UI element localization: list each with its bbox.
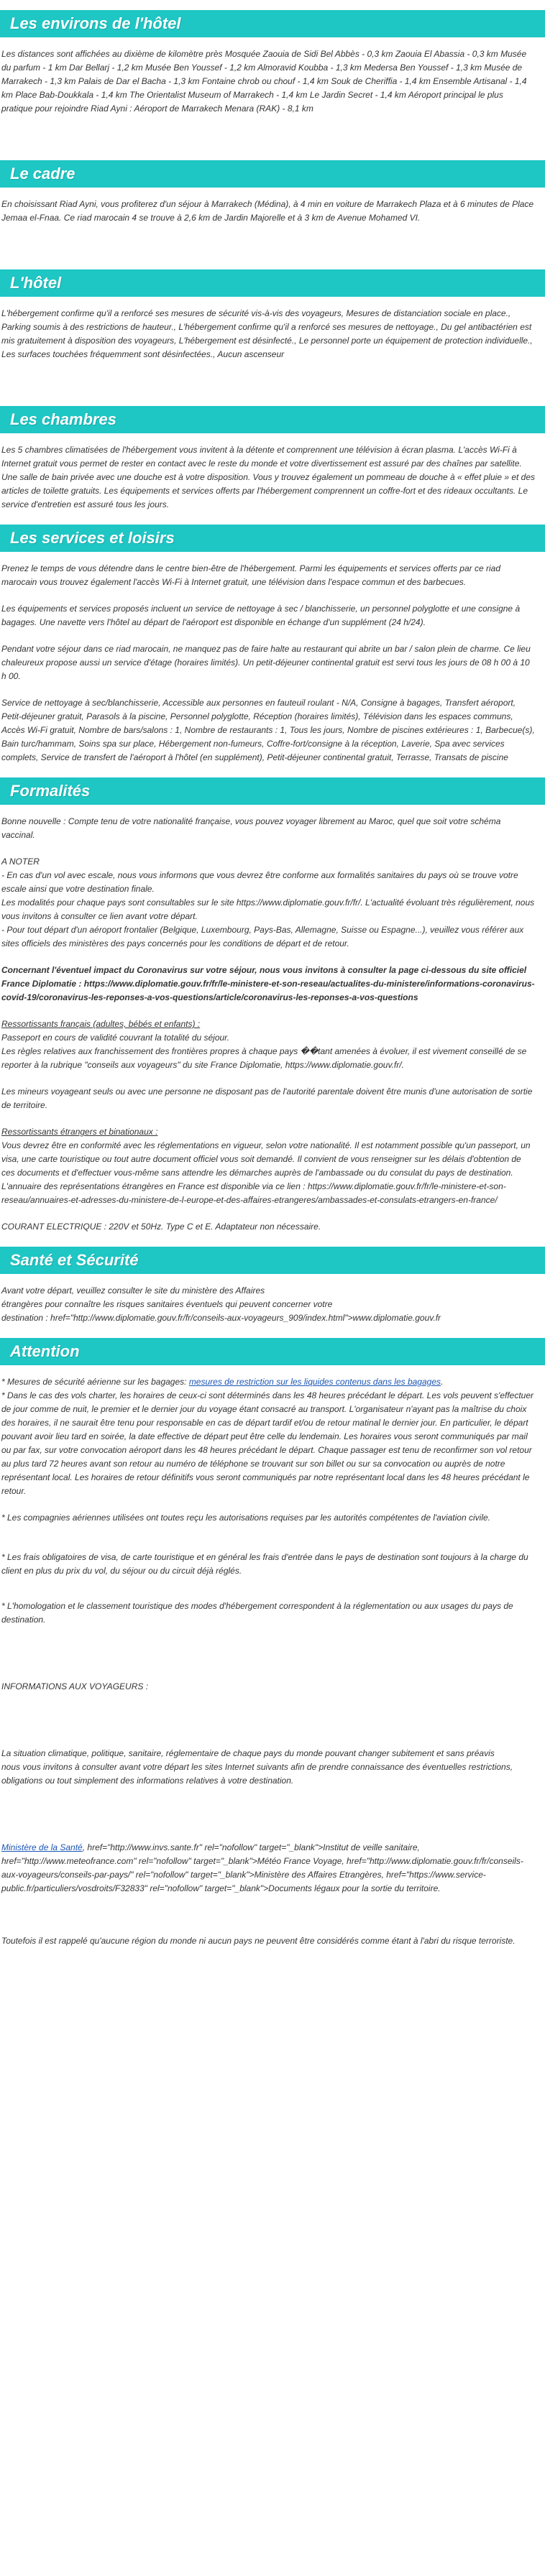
section-header-loisirs bbox=[0, 525, 545, 552]
ministere-sante-link[interactable]: Ministère de la Santé bbox=[1, 1842, 83, 1852]
section-header-attention bbox=[0, 1338, 545, 1365]
section-body bbox=[0, 562, 545, 765]
environs-text: Les distances sont affichées au dixième de kilomètre près Mosquée Zaouia de Sidi Bel Abbès - 0,3 km Zaouia El Abassia - 0,3 km Musée du parfum - 1 km Dar Bellarj - 1,2 km Musée Ben Youssef - 1,2 km Almoravid Koubba - 1,3 km Medersa Ben Youssef - 1,3 km Musée de Marrakech - 1,3 km Palais de Dar el Bacha - 1,3 km Fontaine chrob ou chouf - 1,4 km Souk de Cheriffia - 1,4 km Ensemble Artisanal - 1,4 km Place Bab-Doukkala - 1,4 km The Orientalist Museum of Marrakech - 1,4 km Le Jardin Secret - 1,4 km Aéroport principal le plus pratique pour rejoindre Riad Ayni : Aéroport de Marrakech Menara (RAK) - 8,1 km bbox=[1, 49, 527, 114]
sante-text: étrangères pour connaître les risques sanitaires éventuels qui peuvent concerner votre bbox=[1, 1299, 333, 1309]
section-title: Les services et loisirs bbox=[10, 529, 175, 547]
section-header-sante bbox=[0, 1247, 545, 1274]
attention-text: * Mesures de sécurité aérienne sur les bagages: bbox=[1, 1377, 189, 1387]
info-voyageurs-heading: INFORMATIONS AUX VOYAGEURS : bbox=[1, 1681, 149, 1691]
info-text: La situation climatique, politique, sanitaire, réglementaire de chaque pays du monde pouvant changer subitement et sans préavis bbox=[1, 1748, 495, 1758]
liquids-restriction-link[interactable]: mesures de restriction sur les liquides contenus dans les bagages bbox=[188, 1377, 441, 1387]
section-cadre bbox=[0, 160, 545, 225]
sante-text: Avant votre départ, veuillez consulter le site du ministère des Affaires bbox=[1, 1285, 265, 1296]
etrangers-text: L'annuaire des représentations étrangères en France est disponible via ce lien : https://www.diplomatie.gouv.fr/fr/le-ministere-et-son-reseau/annuaires-et-adresses-du-ministere-de-l-europe-et-des-affaires-etrangeres/ambassades-et-consulats-etrangers-en-france/ bbox=[1, 1181, 506, 1205]
section-body bbox=[0, 815, 545, 1234]
section-formalites bbox=[0, 777, 545, 1234]
sante-text: destination : href="http://www.diplomatie.gouv.fr/fr/conseils-aux-voyageurs_909/index.html">www.diplomatie.gouv.fr bbox=[1, 1313, 441, 1323]
section-chambres bbox=[0, 406, 545, 512]
cadre-text: En choisissant Riad Ayni, vous profiterez d'un séjour à Marrakech (Médina), à 4 min en voiture de Marrakech Plaza et à 6 minutes de Place Jemaa el-Fnaa. Ce riad marocain 4 se trouve à 2,6 km de Jardin Majorelle et à 3 km de Avenue Mohamed VI. bbox=[1, 199, 534, 223]
section-body bbox=[0, 47, 545, 116]
loisirs-amenities-list: Service de nettoyage à sec/blanchisserie, Accessible aux personnes en fauteuil roulant - N/A, Consigne à bagages, Transfert aéroport, Petit-déjeuner gratuit, Parasols à la piscine, Personnel polyglotte, Réception (horaires limités), Télévision dans les espaces communs, Accès Wi-Fi gratuit, Nombre de bars/salons : 1, Nombre de restaurants : 1, Tous les jours, Nombre de piscines extérieures : 1, Barbecue(s), Bain turc/hammam, Soins spa sur place, Hébergement non-fumeurs, Coffre-fort/consigne à la réception, Laverie, Spa avec services complets, Service de transfert de l'aéroport à l'hôtel (en supplément), Petit-déjeuner continental gratuit, Terrasse, Transats de piscine bbox=[1, 698, 535, 762]
info-links-text: , href="http://www.invs.sante.fr" rel="nofollow" target="_blank">Institut de veille sanitaire, href="http://www.meteofrance.com" rel="nofollow" target="_blank">Météo France Voyage, href="http://www.diplomatie.gouv.fr/fr/conseils-aux-voyageurs/conseils-par-pays/" rel="nofollow" target="_blank">Ministère des Affaires Etrangères, href="https://www.service-public.fr/particuliers/vosdroits/F32833" rel="nofollow" target="_blank">Documents légaux pour la sortie du territoire. bbox=[1, 1842, 523, 1893]
francais-text: Passeport en cours de validité couvrant la totalité du séjour. bbox=[1, 1033, 230, 1043]
section-loisirs bbox=[0, 525, 545, 765]
section-header-cadre bbox=[0, 160, 545, 188]
attention-item: * L'homologation et le classement touristique des modes d'hébergement correspondent à la réglementation ou aux usages du pays de destination. bbox=[1, 1601, 513, 1625]
section-body bbox=[0, 443, 545, 512]
francais-heading: Ressortissants français (adultes, bébés et enfants) : bbox=[1, 1019, 201, 1029]
terrorism-notice: Toutefois il est rappelé qu'aucune région du monde ni aucun pays ne peuvent être considérés comme étant à l'abri du risque terroriste. bbox=[1, 1936, 516, 1946]
info-links bbox=[1, 1841, 536, 1896]
formalites-note: Les modalités pour chaque pays sont consultables sur le site https://www.diplomatie.gouv.fr/fr/. L'actualité évoluant très régulièrement, nous vous invitons à consulter ce lien avant votre départ. bbox=[1, 897, 535, 921]
section-body bbox=[0, 1375, 545, 1948]
attention-text: . bbox=[441, 1377, 444, 1387]
a-noter-label: A NOTER bbox=[1, 857, 40, 867]
section-sante bbox=[0, 1247, 545, 1325]
etrangers-heading: Ressortissants étrangers et binationaux : bbox=[1, 1127, 158, 1137]
etrangers-text: Vous devrez être en conformité avec les réglementations en vigueur, selon votre nationalité. Il est notamment possible qu'un passeport, un visa, une carte touristique ou tout autre document officiel vous soit demandé. Il convient de vous renseigner sur les délais d'obtention de ces documents et d'effectuer vous-même sans attendre les démarches auprès de l'ambassade ou du consulat du pays de destination. bbox=[1, 1140, 531, 1178]
attention-item: * Dans le cas des vols charter, les horaires de ceux-ci sont déterminés dans les 48 heures précédant le départ. Les vols peuvent s'effectuer de jour comme de nuit, le premier et le dernier jour du voyage étant consacré au transport. L'organisateur n'ayant pas la maîtrise du choix des horaires, il ne saurait être tenu pour responsable en cas de départ tardif et/ou de retour matinal le dernier jour. En particulier, le départ pouvant avoir lieu tard en soirée, la date effective de départ peut être celle du lendemain. Les horaires vous seront communiqués par mail ou par fax, sur votre convocation aéroport dans les 48 heures précédant le départ. Chaque passager est tenu de reconfirmer son vol retour au plus tard 72 heures avant son retour au numéro de téléphone se trouvant sur son billet ou sur sa convocation ou auprès de notre représentant local. Les horaires de retour définitifs vous seront communiqués par notre représentant local dans les 48 heures précédant le retour. bbox=[1, 1390, 534, 1496]
chambres-text: Les 5 chambres climatisées de l'hébergement vous invitent à la détente et comprennent une télévision à écran plasma. L'accès Wi-Fi à Internet gratuit vous permet de rester en contact avec le reste du monde et votre divertissement est assuré par des chaînes par satellite. Une salle de bain privée avec une douche est à votre disposition. Vous y trouvez également un pommeau de douche à « effet pluie » et des articles de toilette gratuits. Les équipements et services offerts par l'hébergement comprennent un coffre-fort et des rideaux occultants. Le service d'entretien est assuré tous les jours. bbox=[1, 445, 536, 509]
loisirs-paragraph: Prenez le temps de vous détendre dans le centre bien-être de l'hébergement. Parmi les équipements et services offerts par ce riad marocain vous trouvez également l'accès Wi-Fi à Internet gratuit, une télévision dans l'espace commun et des barbecues. bbox=[1, 563, 500, 587]
coronavirus-notice: Concernant l'éventuel impact du Coronavirus sur votre séjour, nous vous invitons à consulter la page ci-dessous du site officiel France Diplomatie : https://www.diplomatie.gouv.fr/fr/le-ministere-et-son-reseau/actualites-du-ministere/informations-coronavirus-covid-19/coronavirus-les-reponses-a-vos-questions/article/coronavirus-les-reponses-a-vos-questions bbox=[1, 965, 535, 1002]
section-header-environs bbox=[0, 10, 545, 37]
section-hotel bbox=[0, 269, 545, 361]
francais-text: Les règles relatives aux franchissement des frontières propres à chaque pays ��tant amenées à évoluer, il est vivement conseillé de se reporter à la rubrique "conseils aux voyageurs" du site France Diplomatie, https://www.diplomatie.gouv.fr/. bbox=[1, 1046, 527, 1070]
loisirs-paragraph: Les équipements et services proposés incluent un service de nettoyage à sec / blanchisserie, un personnel polyglotte et une consigne à bagages. Une navette vers l'hôtel au départ de l'aéroport est disponible en échange d'un supplément (24 h/24). bbox=[1, 604, 521, 627]
hotel-text: L'hébergement confirme qu'il a renforcé ses mesures de sécurité vis-à-vis des voyageurs, Mesures de distanciation sociale en place., Parking soumis à des restrictions de hauteur., L'hébergement confirme qu'il a renforcé ses mesures de nettoyage., Du gel antibactérien est mis gratuitement à disposition des voyageurs, L'hébergement est désinfecté., Le personnel porte un équipement de protection individuelle., Les surfaces touchées fréquemment sont désinfectées., Aucun ascenseur bbox=[1, 308, 533, 359]
section-title: Le cadre bbox=[10, 165, 75, 183]
section-attention bbox=[0, 1338, 545, 1948]
page bbox=[0, 10, 545, 1982]
section-body bbox=[0, 307, 545, 361]
attention-item: * Les frais obligatoires de visa, de carte touristique et en général les frais d'entrée dans le pays de destination sont toujours à la charge du client en plus du prix du vol, du séjour ou du circuit déjà réglés. bbox=[1, 1552, 528, 1576]
attention-item: * Les compagnies aériennes utilisées ont toutes reçu les autorisations requises par les autorités compétentes de l'aviation civile. bbox=[1, 1513, 490, 1523]
section-header-formalites bbox=[0, 777, 545, 805]
section-environs bbox=[0, 10, 545, 116]
courant-electrique: COURANT ELECTRIQUE : 220V et 50Hz. Type C et E. Adaptateur non nécessaire. bbox=[1, 1222, 321, 1232]
formalites-note: - En cas d'un vol avec escale, nous vous informons que vous devrez être conforme aux formalités sanitaires du pays où se trouve votre escale ainsi que votre destination finale. bbox=[1, 870, 518, 894]
section-title: L'hôtel bbox=[10, 274, 62, 292]
section-title: Santé et Sécurité bbox=[10, 1251, 139, 1269]
attention-item bbox=[1, 1375, 536, 1389]
minors-text: Les mineurs voyageant seuls ou avec une personne ne disposant pas de l'autorité parentale doivent être munis d'une autorisation de sortie de territoire. bbox=[1, 1086, 533, 1110]
section-title: Formalités bbox=[10, 782, 91, 800]
info-text: nous vous invitons à consulter avant votre départ les sites Internet suivants afin de prendre connaissance des éventuelles restrictions, obligations ou tout simplement des informations relatives à votre destination. bbox=[1, 1762, 513, 1786]
section-body bbox=[0, 198, 545, 225]
formalites-intro: Bonne nouvelle : Compte tenu de votre nationalité française, vous pouvez voyager librement au Maroc, quel que soit votre schéma vaccinal. bbox=[1, 816, 501, 840]
section-body bbox=[0, 1284, 545, 1325]
section-header-hotel bbox=[0, 269, 545, 297]
section-title: Attention bbox=[10, 1342, 80, 1360]
section-title: Les environs de l'hôtel bbox=[10, 14, 181, 32]
loisirs-paragraph: Pendant votre séjour dans ce riad marocain, ne manquez pas de faire halte au restaurant qui abrite un bar / salon plein de charme. Ce lieu chaleureux propose aussi un service d'étage (horaires limités). Un petit-déjeuner continental gratuit est servi tous les jours de 08 h 00 à 10 h 00. bbox=[1, 644, 531, 681]
section-title: Les chambres bbox=[10, 410, 116, 428]
formalites-note: - Pour tout départ d'un aéroport frontalier (Belgique, Luxembourg, Pays-Bas, Allemagne, Suisse ou Espagne...), veuillez vous référer aux sites officiels des ministères des pays concernés pour les conditions de départ et de retour. bbox=[1, 925, 524, 948]
section-header-chambres bbox=[0, 406, 545, 433]
